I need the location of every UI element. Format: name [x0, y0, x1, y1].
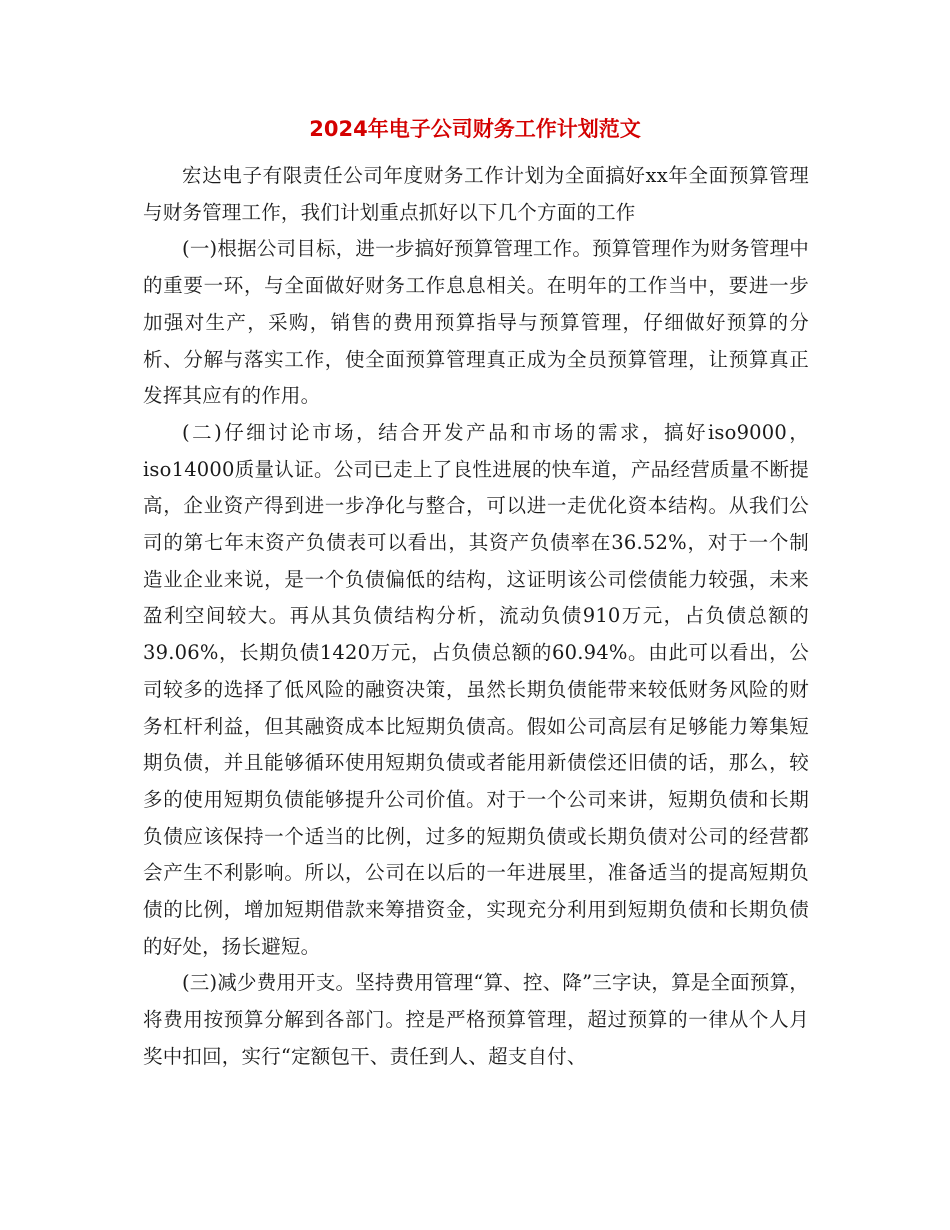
paragraph-market-and-debt-structure: (二)仔细讨论市场，结合开发产品和市场的需求，搞好iso9000，iso14000质量认证。公司已走上了良性进展的快车道，产品经营质量不断提高，企业资产得到进一步净化与整合，可以进一走优化资本结构。从我们公司的第七年末资产负债表可以看出，其资产负债率在36.52%，对于一个制造业企业来说，是一个负债偏低的结构，这证明该公司偿债能力较强，未来盈利空间较大。再从其负债结构分析，流动负债910万元，占负债总额的39.06%，长期负债1420万元，占负债总额的60.94%。由此可以看出，公司较多的选择了低风险的融资决策，虽然长期负债能带来较低财务风险的财务杠杆利益，但其融资成本比短期负债高。假如公司高层有足够能力筹集短期负债，并且能够循环使用短期负债或者能用新债偿还旧债的话，那么，较多的使用短期负债能够提升公司价值。对于一个公司来讲，短期负债和长期负债应该保持一个适当的比例，过多的短期负债或长期负债对公司的经营都会产生不利影响。所以，公司在以后的一年进展里，准备适当的提高短期负债的比例，增加短期借款来筹措资金，实现充分利用到短期负债和长期负债的好处，扬长避短。	[143, 420, 809, 958]
document-title: 2024年电子公司财务工作计划范文	[309, 117, 641, 141]
paragraph-budget-management: (一)根据公司目标，进一步搞好预算管理工作。预算管理作为财务管理中的重要一环，与全面做好财务工作息息相关。在明年的工作当中，要进一步加强对生产，采购，销售的费用预算指导与预算管理，仔细做好预算的分析、分解与落实工作，使全面预算管理真正成为全员预算管理，让预算真正发挥其应有的作用。	[143, 237, 809, 408]
paragraph-expense-reduction: (三)减少费用开支。坚持费用管理“算、控、降”三字诀，算是全面预算，将费用按预算分解到各部门。控是严格预算管理，超过预算的一律从个人月奖中扣回，实行“定额包干、责任到人、超支自付、	[143, 971, 809, 1068]
paragraph-intro: 宏达电子有限责任公司年度财务工作计划为全面搞好xx年全面预算管理与财务管理工作，我们计划重点抓好以下几个方面的工作	[143, 164, 809, 224]
document-body	[143, 158, 809, 1076]
